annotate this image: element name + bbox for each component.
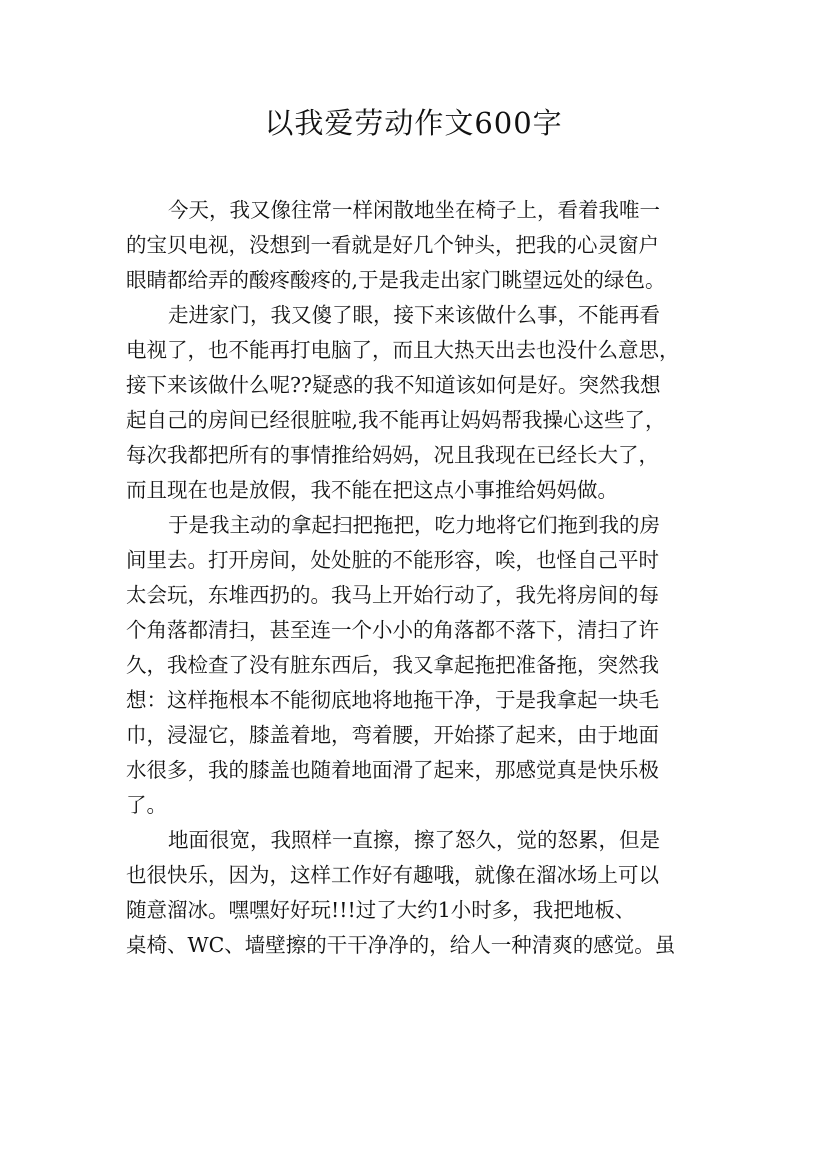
paragraph	[126, 193, 714, 298]
text-line: 起自己的房间已经很脏啦,我不能再让妈妈帮我操心这些了，	[126, 408, 666, 432]
text-line: 久，我检查了没有脏东西后，我又拿起拖把准备拖，突然我	[126, 653, 659, 677]
text-line: 了。	[126, 793, 167, 817]
text-line: 而且现在也是放假，我不能在把这点小事推给妈妈做。	[126, 478, 618, 502]
text-line: 水很多，我的膝盖也随着地面滑了起来，那感觉真是快乐极	[126, 758, 659, 782]
text-line: 桌椅、WC、墙壁擦的干干净净的，给人一种清爽的感觉。虽	[126, 933, 676, 957]
document-title: 以我爱劳动作文600字	[264, 106, 563, 140]
text-line: 也很快乐，因为，这样工作好有趣哦，就像在溜冰场上可以	[126, 863, 659, 887]
text-line: 随意溜冰。嘿嘿好好玩!!!过了大约1小时多，我把地板、	[126, 898, 636, 922]
paragraph	[126, 823, 714, 963]
text-line: 每次我都把所有的事情推给妈妈，况且我现在已经长大了，	[126, 443, 659, 467]
text-line: 眼睛都给弄的酸疼酸疼的,于是我走出家门眺望远处的绿色。	[126, 268, 666, 292]
text-line: 想：这样拖根本不能彻底地将地拖干净，于是我拿起一块毛	[126, 688, 659, 712]
text-line: 太会玩，东堆西扔的。我马上开始行动了，我先将房间的每	[126, 583, 659, 607]
text-line: 接下来该做什么呢??疑惑的我不知道该如何是好。突然我想	[126, 373, 661, 397]
paragraph	[126, 298, 714, 508]
text-line: 电视了，也不能再打电脑了，而且大热天出去也没什么意思，	[126, 338, 680, 362]
document-body	[126, 193, 714, 963]
text-line: 地面很宽，我照样一直擦，擦了怒久，觉的怒累，但是	[168, 828, 660, 852]
text-line: 走进家门，我又傻了眼，接下来该做什么事，不能再看	[168, 303, 660, 327]
text-line: 于是我主动的拿起扫把拖把，吃力地将它们拖到我的房	[168, 513, 660, 537]
paragraph	[126, 508, 714, 823]
text-line: 的宝贝电视，没想到一看就是好几个钟头，把我的心灵窗户	[126, 233, 659, 257]
text-line: 巾，浸湿它，膝盖着地，弯着腰，开始搽了起来，由于地面	[126, 723, 659, 747]
text-line: 间里去。打开房间，处处脏的不能形容，唉，也怪自己平时	[126, 548, 659, 572]
text-line: 今天，我又像往常一样闲散地坐在椅子上，看着我唯一	[168, 198, 660, 222]
text-line: 个角落都清扫，甚至连一个小小的角落都不落下，清扫了许	[126, 618, 659, 642]
